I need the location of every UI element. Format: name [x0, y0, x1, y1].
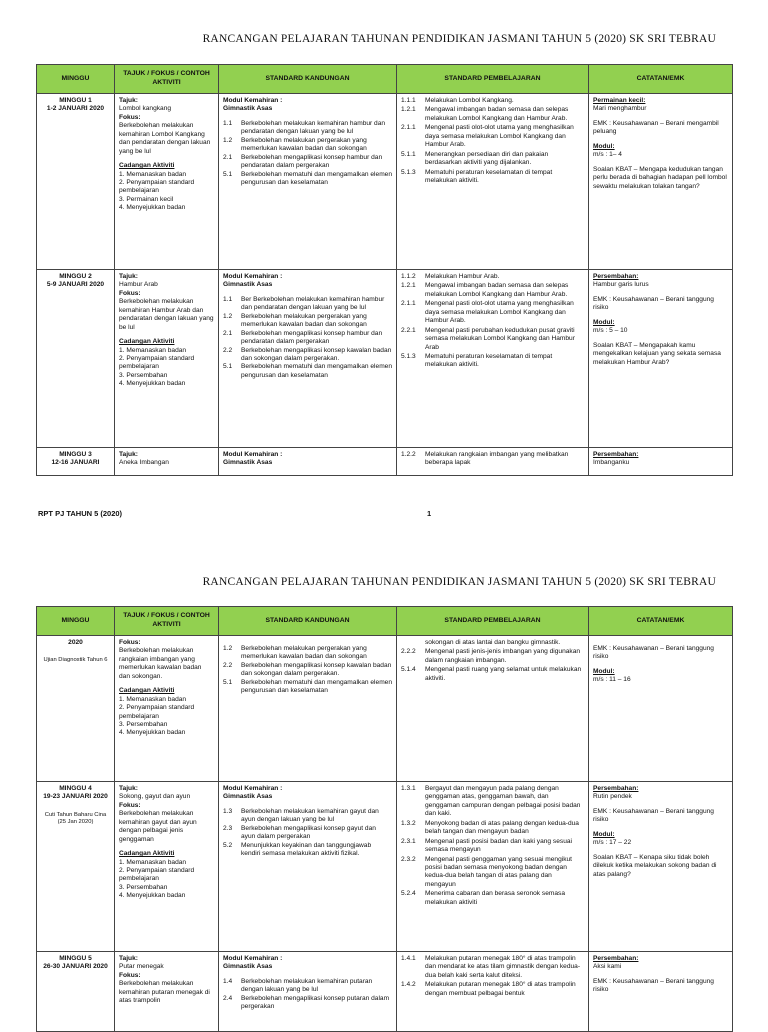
fokus-label: Fokus: — [119, 801, 141, 809]
sp-item: 2.2.2 Mengenal pasti jenis-jenis imbangan yang digunakan dalam rangkaian imbangan. — [401, 648, 581, 664]
modul-label: Modul Kemahiran : — [223, 785, 283, 792]
cadangan-label: Cadangan Aktiviti — [119, 687, 175, 695]
table-row — [37, 448, 733, 476]
col-header-sp: STANDARD PEMBELAJARAN — [397, 607, 589, 636]
modul-label: Modul Kemahiran : — [223, 97, 283, 104]
week-label: 2020 — [68, 639, 83, 646]
sp-cell — [397, 270, 589, 448]
table-row — [37, 636, 733, 782]
sk-cell — [219, 94, 397, 270]
week-cell — [37, 782, 115, 952]
week-dates: 5-9 JANUARI 2020 — [46, 281, 105, 289]
modul-name: Gimnastik Asas — [223, 105, 273, 113]
cadangan-item: 1. Memanaskan badan — [119, 346, 187, 354]
cadangan-item: 3. Persembahan — [119, 883, 168, 891]
cadangan-item: 3. Permainan kecil — [119, 195, 174, 203]
week-dates: 1-2 JANUARI 2020 — [46, 105, 105, 113]
cadangan-item: 2. Penyampaian standard pembelajaran — [119, 866, 195, 883]
week-label: MINGGU 2 — [59, 273, 92, 280]
catatan-heading: Persembahan: — [593, 273, 639, 280]
sp-item: 2.1.1 Mengenal pasti olot-olot utama yang menghasilkan daya semasa melakukan Lombol Kangkang dan Hambur Arab. — [401, 124, 574, 149]
cadangan-label: Cadangan Aktiviti — [119, 850, 175, 858]
kbat-text: Soalan KBAT – Kenapa siku tidak boleh dilekuk ketika melakukan sokong badan di atas palang? — [593, 853, 717, 878]
sk-item: 1.4 Berkebolehan melakukan kemahiran putaran dengan lakuan yang be lul — [223, 977, 373, 994]
cadangan-item: 4. Menyejukkan badan — [119, 204, 186, 212]
tajuk-label: Tajuk: — [119, 273, 138, 280]
catatan-heading: Permainan kecil: — [593, 97, 646, 104]
sp-cell — [397, 94, 589, 270]
page-title: RANCANGAN PELAJARAN TAHUNAN PENDIDIKAN JASMANI TAHUN 5 (2020) SK SRI TEBRAU — [202, 33, 716, 45]
sp-item: 1.3.2 Menyokong badan di atas palang dengan kedua-dua belah tangan dan mengayun badan — [401, 819, 579, 836]
sp-item: 2.2.1 Mengenal pasti perubahan kedudukan pusat graviti semasa melakukan Lombol Kangkang dan Hambur Arab — [401, 326, 575, 351]
fokus-label: Fokus: — [119, 639, 141, 646]
tajuk-value: Putar menegak — [119, 963, 164, 971]
sk-item: 1.1 Berkebolehan melakukan kemahiran hambur dan pendaratan dengan lakuan yang be lul — [223, 119, 386, 136]
kbat-text: Soalan KBAT – Mengapakah kamu mengekalkan kelajuan yang sekata semasa melakukan Hambur Arab? — [593, 341, 721, 366]
emk-text: EMK : Keusahawanan – Berani mengambil peluang — [593, 119, 719, 136]
cadangan-item: 2. Penyampaian standard pembelajaran — [119, 178, 195, 195]
sk-item: 2.1 Berkebolehan mengaplikasi konsep hambur dan pendaratan dalam pergerakan — [223, 153, 383, 170]
week-dates: 19-23 JANUARI 2020 — [43, 793, 108, 801]
modul-name: Gimnastik Asas — [223, 459, 273, 467]
table-row — [37, 94, 733, 270]
week-note: Cuti Tahun Baharu Cina (25 Jan 2020) — [44, 811, 107, 826]
catatan-cell — [589, 952, 733, 1032]
emk-text: EMK : Keusahawanan – Berani tanggung risiko — [593, 977, 714, 994]
sk-item: 5.1 Berkebolehan mematuhi dan mengamalkan elemen pengurusan dan keselamatan — [223, 170, 393, 186]
tajuk-cell — [115, 952, 219, 1032]
sk-item: 1.3 Berkebolehan melakukan kemahiran gayut dan ayun dengan lakuan yang be lul — [223, 807, 379, 824]
week-label: MINGGU 1 — [59, 97, 92, 104]
week-cell — [37, 448, 115, 476]
table-header-row — [37, 607, 733, 636]
col-header-sk: STANDARD KANDUNGAN — [219, 65, 397, 94]
catatan-cell — [589, 782, 733, 952]
catatan-heading: Persembahan: — [593, 785, 639, 792]
sk-item: 2.2 Berkebolehan mengaplikasi konsep kawalan badan dan sokongan dalam pergerakan. — [223, 346, 392, 362]
sk-cell — [219, 782, 397, 952]
cadangan-item: 4. Menyejukkan badan — [119, 892, 186, 900]
rpt-table-page-2 — [36, 606, 733, 1032]
catatan-heading: Persembahan: — [593, 955, 639, 962]
modul-pages: m/s : 11 – 16 — [593, 676, 631, 684]
catatan-sub: Aksi kami — [593, 963, 622, 971]
sk-item: 5.1 Berkebolehan mematuhi dan mengamalkan elemen pengurusan dan keselamatan — [223, 363, 393, 379]
modul-heading: Modul: — [593, 830, 615, 838]
fokus-value: Berkebolehan melakukan kemahiran Hambur Arab dan pendaratan dengan lakuan yang be lul — [119, 298, 214, 331]
sp-item: 1.1.2 Melakukan Hambur Arab. — [401, 273, 500, 280]
cadangan-item: 3. Persembahan — [119, 371, 168, 379]
sp-cell — [397, 952, 589, 1032]
footer-left: RPT PJ TAHUN 5 (2020) — [38, 509, 123, 518]
sk-item: 2.4 Berkebolehan mengaplikasi konsep putaran dalam pergerakan — [223, 994, 390, 1011]
cadangan-item: 1. Memanaskan badan — [119, 170, 187, 178]
tajuk-label: Tajuk: — [119, 451, 138, 458]
fokus-value: Berkebolehan melakukan kemahiran putaran menegak di atas trampolin — [119, 980, 210, 1005]
footer-page-number: 1 — [427, 509, 432, 518]
tajuk-cell — [115, 782, 219, 952]
week-label: MINGGU 3 — [59, 451, 92, 458]
fokus-label: Fokus: — [119, 113, 141, 121]
cadangan-item: 4. Menyejukkan badan — [119, 729, 186, 737]
sp-item: sokongan di atas lantai dan bangku gimnastik. — [425, 639, 561, 646]
tajuk-value: Lombol kangkang — [119, 105, 172, 113]
tajuk-cell — [115, 448, 219, 476]
modul-pages: m/s : 17 – 22 — [593, 839, 632, 847]
sp-item: 1.4.2 Melakukan putaran menegak 180° di atas trampolin dengan membuat pelbagai bentuk — [401, 981, 576, 997]
sk-item: 1.1 Ber Berkebolehan melakukan kemahiran hambur dan pendaratan dengan lakuan yang be lul — [223, 295, 385, 312]
modul-name: Gimnastik Asas — [223, 281, 273, 289]
modul-heading: Modul: — [593, 318, 615, 326]
rpt-table-page-1 — [36, 64, 733, 476]
sp-item: 5.2.4 Menerima cabaran dan berasa seronok semasa melakukan aktiviti — [401, 890, 566, 906]
tajuk-cell — [115, 94, 219, 270]
catatan-sub: Imbanganku — [593, 459, 630, 467]
modul-label: Modul Kemahiran : — [223, 451, 283, 458]
week-label: MINGGU 5 — [59, 955, 92, 962]
cadangan-item: 4. Menyejukkan badan — [119, 380, 186, 388]
cadangan-item: 1. Memanaskan badan — [119, 858, 187, 866]
sk-item: 5.1 Berkebolehan mematuhi dan mengamalkan elemen pengurusan dan keselamatan — [223, 678, 393, 695]
sp-item: 5.1.3 Mematuhi peraturan keselamatan di tempat melakukan aktiviti. — [401, 168, 553, 184]
cadangan-label: Cadangan Aktiviti — [119, 162, 175, 170]
sk-cell — [219, 636, 397, 782]
catatan-cell — [589, 636, 733, 782]
col-header-sk: STANDARD KANDUNGAN — [219, 607, 397, 636]
col-header-minggu: MINGGU — [37, 607, 115, 636]
tajuk-label: Tajuk: — [119, 785, 138, 792]
emk-text: EMK : Keusahawanan – Berani tanggung risiko — [593, 807, 714, 824]
cadangan-item: 2. Penyampaian standard pembelajaran — [119, 704, 195, 720]
week-cell — [37, 270, 115, 448]
col-header-catatan: CATATAN/EMK — [589, 65, 733, 94]
col-header-catatan: CATATAN/EMK — [589, 607, 733, 636]
modul-pages: m/s : 1– 4 — [593, 151, 622, 159]
sp-item: 1.4.1 Melakukan putaran menegak 180° di atas trampolin dan mendarat ke atas tilam gimnastik dengan kedua-dua belah kaki serta kalut diteksi. — [401, 955, 581, 979]
sp-item: 5.1.4 Mengenal pasti ruang yang selamat untuk melakukan aktiviti. — [401, 666, 582, 682]
cadangan-item: 1. Memanaskan badan — [119, 695, 187, 703]
col-header-minggu: MINGGU — [37, 65, 115, 94]
week-note: Ujian Diagnostik Tahun 6 — [43, 657, 108, 664]
sp-item: 2.3.2 Mengenal pasti genggaman yang sesuai mengikut posisi badan semasa menyokong badan dengan kedua-dua belah tangan di atas palang dan mengayun — [401, 855, 572, 888]
tajuk-value: Aneka Imbangan — [119, 459, 169, 467]
modul-label: Modul Kemahiran : — [223, 273, 283, 280]
week-label: MINGGU 4 — [59, 785, 92, 792]
col-header-tajuk: TAJUK / FOKUS / CONTOH AKTIVITI — [115, 65, 219, 94]
sp-item: 2.3.1 Mengenal pasti posisi badan dan kaki yang sesuai semasa mengayun — [401, 837, 572, 854]
sp-item: 5.1.3 Mematuhi peraturan keselamatan di tempat melakukan aktiviti. — [401, 352, 553, 369]
emk-text: EMK : Keusahawanan – Berani tanggung risiko — [593, 295, 714, 312]
sp-item: 1.3.1 Bergayut dan mengayun pada palang dengan genggaman atas, genggaman bawah, dan genggaman campuran dengan pelbagai posisi badan dan kaki. — [401, 785, 581, 818]
sk-item: 1.2 Berkebolehan melakukan pergerakan yang memerlukan kawalan badan dan sokongan — [223, 645, 367, 661]
sp-cell — [397, 636, 589, 782]
catatan-sub: Rutin pendek — [593, 793, 632, 801]
page-title: RANCANGAN PELAJARAN TAHUNAN PENDIDIKAN JASMANI TAHUN 5 (2020) SK SRI TEBRAU — [202, 576, 716, 588]
sk-cell — [219, 448, 397, 476]
fokus-value: Berkebolehan melakukan kemahiran Lombol Kangkang dan pendaratan dengan lakuan yang be lul — [119, 122, 211, 155]
modul-pages: m/s : 5 – 10 — [593, 327, 628, 335]
sp-cell — [397, 448, 589, 476]
catatan-sub: Mari menghambur — [593, 105, 647, 113]
tajuk-label: Tajuk: — [119, 955, 138, 962]
tajuk-value: Hambur Arab — [119, 281, 158, 289]
sk-item: 2.2 Berkebolehan mengaplikasi konsep kawalan badan dan sokongan dalam pergerakan. — [223, 661, 392, 678]
modul-label: Modul Kemahiran : — [223, 955, 283, 962]
sk-cell — [219, 270, 397, 448]
fokus-label: Fokus: — [119, 289, 141, 297]
kbat-text: Soalan KBAT – Mengapa kedudukan tangan perlu berada di bahagian hadapan pell lombol sewaktu melakukan tolakan tangan? — [593, 165, 727, 190]
modul-name: Gimnastik Asas — [223, 793, 273, 801]
sp-item: 1.1.1 Melakukan Lombol Kangkang. — [401, 97, 514, 104]
catatan-sub: Hambur garis lurus — [593, 281, 649, 289]
tajuk-value: Sokong, gayut dan ayun — [119, 793, 191, 801]
table-header-row — [37, 65, 733, 94]
table-row — [37, 782, 733, 952]
sk-item: 2.3 Berkebolehan mengaplikasi konsep gayut dan ayun dalam pergerakan — [223, 824, 376, 841]
catatan-cell — [589, 94, 733, 270]
sk-item: 1.2 Berkebolehan melakukan pergerakan yang memerlukan kawalan badan dan sokongan — [223, 136, 367, 153]
col-header-sp: STANDARD PEMBELAJARAN — [397, 65, 589, 94]
tajuk-cell — [115, 636, 219, 782]
col-header-tajuk: TAJUK / FOKUS / CONTOH AKTIVITI — [115, 607, 219, 636]
cadangan-item: 3. Persembahan — [119, 720, 168, 728]
sp-item: 2.1.1 Mengenal pasti olot-olot utama yang menghasilkan daya semasa melakukan Lombol Kangkang dan Hambur Arab. — [401, 300, 574, 325]
emk-text: EMK : Keusahawanan – Berani tanggung risiko — [593, 645, 714, 661]
tajuk-label: Tajuk: — [119, 97, 138, 104]
modul-heading: Modul: — [593, 142, 615, 150]
sk-item: 1.2 Berkebolehan melakukan pergerakan yang memerlukan kawalan badan dan sokongan — [223, 312, 367, 329]
fokus-value: Berkebolehan melakukan kemahiran gayut dan ayun dengan pelbagai jenis genggaman — [119, 810, 197, 843]
catatan-cell — [589, 448, 733, 476]
week-dates: 12-16 JANUARI — [51, 459, 100, 467]
sp-item: 5.1.1 Menerangkan persediaan diri dan pakaian berdasarkan aktiviti yang dijalankan. — [401, 150, 549, 167]
modul-heading: Modul: — [593, 667, 615, 675]
cadangan-label: Cadangan Aktiviti — [119, 338, 175, 346]
catatan-cell — [589, 270, 733, 448]
sp-item: 1.2.2 Melakukan rangkaian imbangan yang melibatkan beberapa lapak — [401, 451, 569, 467]
cadangan-item: 2. Penyampaian standard pembelajaran — [119, 354, 195, 371]
modul-name: Gimnastik Asas — [223, 963, 273, 971]
sk-cell — [219, 952, 397, 1032]
week-cell — [37, 952, 115, 1032]
week-dates: 26-30 JANUARI 2020 — [43, 963, 108, 971]
tajuk-cell — [115, 270, 219, 448]
week-cell — [37, 94, 115, 270]
fokus-label: Fokus: — [119, 971, 141, 979]
sk-item: 5.2 Menunjukkan keyakinan dan tanggungjawab kendiri semasa melakukan aktiviti fizikal. — [223, 841, 372, 858]
sp-item: 1.2.1 Mengawal imbangan badan semasa dan selepas melakukan Lombol Kangkang dan Hambur Arab. — [401, 282, 569, 298]
catatan-heading: Persembahan: — [593, 451, 639, 458]
sp-item: 1.2.1 Mengawal imbangan badan semasa dan selepas melakukan Lombol Kangkang dan Hambur Arab. — [401, 106, 569, 122]
sk-item: 2.1 Berkebolehan mengaplikasi konsep hambur dan pendaratan dalam pergerakan — [223, 329, 383, 346]
table-row — [37, 270, 733, 448]
sp-cell — [397, 782, 589, 952]
fokus-value: Berkebolehan melakukan rangkaian imbangan yang memerlukan kawalan badan dan sokongan. — [119, 647, 202, 680]
table-row — [37, 952, 733, 1032]
week-cell — [37, 636, 115, 782]
